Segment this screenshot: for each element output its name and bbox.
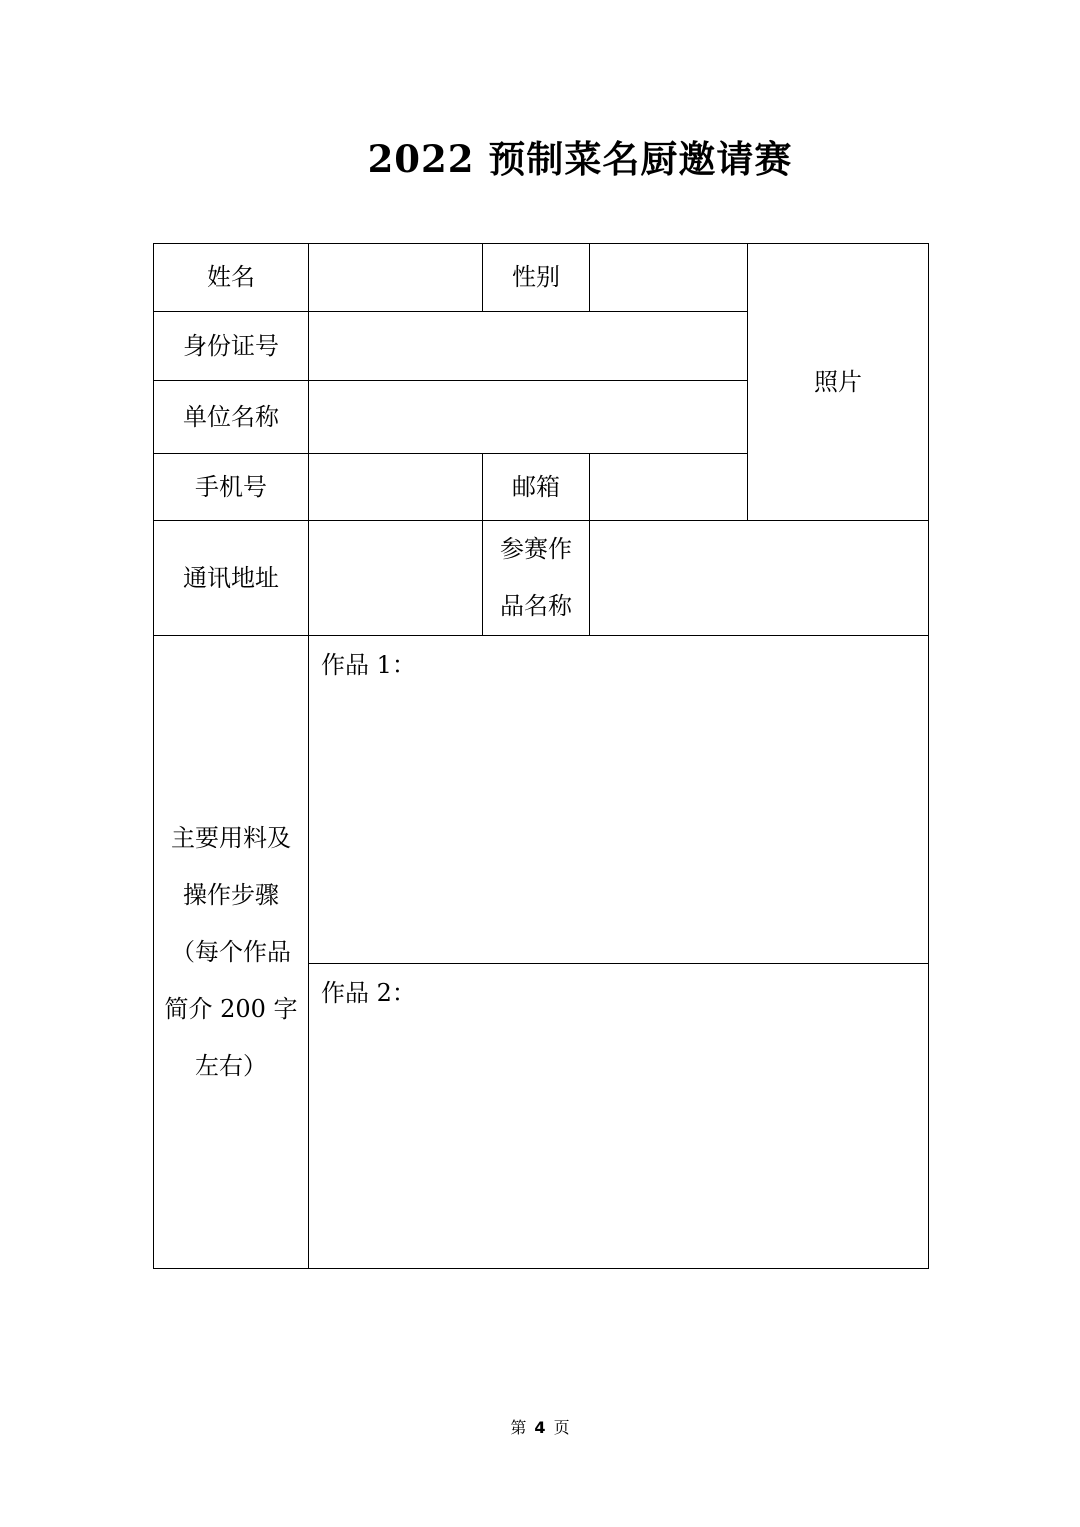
entry-name-label bbox=[483, 521, 590, 636]
work-2-label: 作品 2： bbox=[321, 979, 416, 1007]
page-footer bbox=[0, 1414, 1080, 1442]
page-number: 4 bbox=[534, 1418, 546, 1437]
steps-label-line: （每个作品 bbox=[171, 937, 291, 966]
phone-label: 手机号 bbox=[154, 454, 309, 521]
registration-form-table bbox=[153, 243, 929, 1269]
photo-cell[interactable] bbox=[748, 244, 929, 521]
page-number-prefix: 第 bbox=[510, 1418, 527, 1437]
gender-label: 性别 bbox=[483, 244, 590, 312]
gender-field[interactable] bbox=[590, 244, 748, 312]
address-field[interactable] bbox=[309, 521, 483, 636]
organization-field[interactable] bbox=[309, 381, 748, 454]
organization-label: 单位名称 bbox=[154, 381, 309, 454]
email-field[interactable] bbox=[590, 454, 748, 521]
page-title: 2022 预制菜名厨邀请赛 bbox=[367, 137, 793, 181]
steps-label-line: 左右） bbox=[195, 1051, 267, 1080]
id-number-field[interactable] bbox=[309, 312, 748, 381]
photo-label: 照片 bbox=[814, 367, 862, 396]
email-label: 邮箱 bbox=[483, 454, 590, 521]
steps-label-line: 操作步骤 bbox=[183, 880, 279, 909]
work-1-field[interactable] bbox=[309, 636, 929, 964]
steps-label-line: 主要用料及 bbox=[171, 823, 291, 852]
work-1-label: 作品 1： bbox=[321, 651, 416, 679]
name-field[interactable] bbox=[309, 244, 483, 312]
work-2-field[interactable] bbox=[309, 964, 929, 1269]
steps-label-line: 简介 200 字 bbox=[164, 994, 298, 1023]
phone-field[interactable] bbox=[309, 454, 483, 521]
steps-label bbox=[154, 636, 309, 1269]
name-label: 姓名 bbox=[154, 244, 309, 312]
id-number-label: 身份证号 bbox=[154, 312, 309, 381]
page-number-suffix: 页 bbox=[553, 1418, 570, 1437]
address-label: 通讯地址 bbox=[154, 521, 309, 636]
entry-name-field[interactable] bbox=[590, 521, 929, 636]
entry-name-label-line1: 参赛作 bbox=[500, 535, 572, 563]
entry-name-label-line2: 品名称 bbox=[500, 592, 572, 620]
